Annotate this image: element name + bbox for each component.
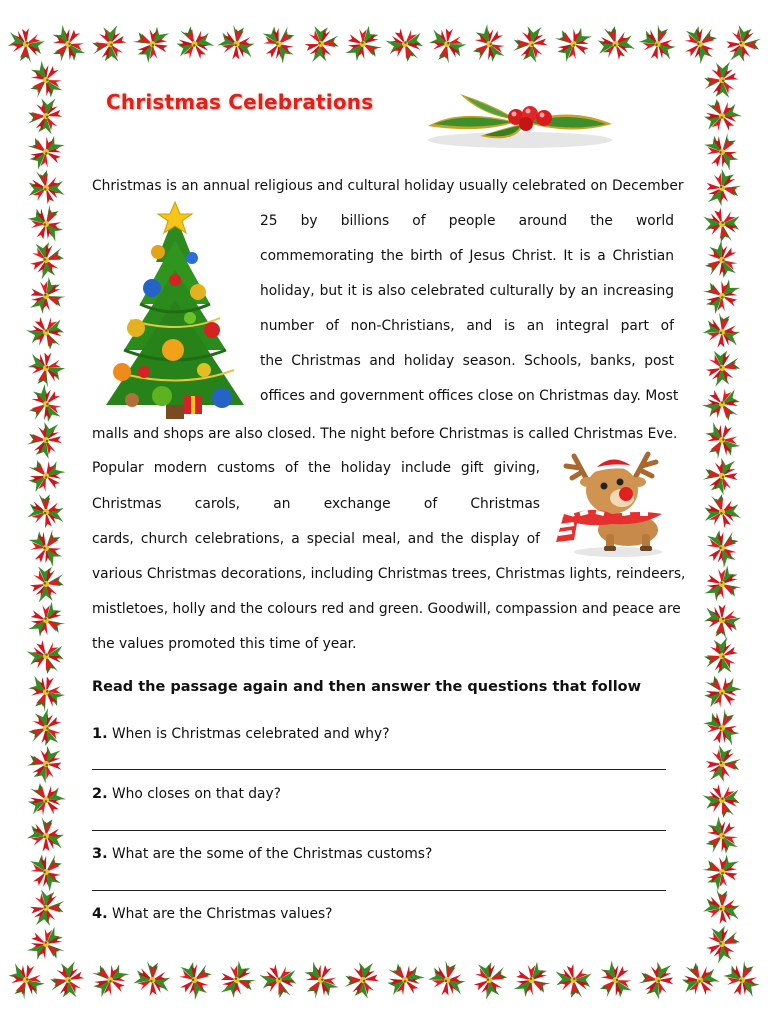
passage-line: commemorating the birth of Jesus Christ. It is a Christian: [260, 248, 674, 264]
poinsettia-icon: [719, 955, 766, 1001]
poinsettia-icon: [27, 422, 63, 460]
poinsettia-icon: [697, 418, 746, 466]
poinsettia-icon: [20, 704, 69, 754]
question-text: What are the some of the Christmas customs?: [112, 846, 433, 862]
poinsettia-icon: [511, 24, 550, 64]
poinsettia-icon: [590, 956, 641, 1007]
poinsettia-icon: [25, 96, 65, 138]
answer-line-3[interactable]: [92, 890, 666, 891]
poinsettia-icon: [699, 778, 747, 825]
question-number: 4.: [92, 906, 108, 922]
poinsettia-icon: [216, 958, 259, 1003]
poinsettia-icon: [24, 235, 71, 283]
poinsettia-icon: [28, 887, 67, 927]
poinsettia-icon: [25, 273, 69, 319]
poinsettia-icon: [674, 954, 724, 1003]
poinsettia-icon: [23, 634, 71, 681]
poinsettia-icon: [696, 236, 746, 287]
poinsettia-icon: [698, 488, 744, 533]
passage-line: number of non-Christians, and is an integral part of: [260, 318, 674, 334]
poinsettia-icon: [698, 703, 746, 750]
question-1: [92, 726, 390, 742]
poinsettia-icon: [21, 522, 71, 572]
passage-line: various Christmas decorations, including Christmas trees, Christmas lights, reindeers,: [92, 566, 686, 582]
questions-heading: Read the passage again and then answer the questions that follow: [92, 679, 642, 695]
poinsettia-icon: [133, 961, 171, 997]
passage-line: mistletoes, holly and the colours red and green. Goodwill, compassion and peace are: [92, 601, 681, 617]
poinsettia-icon: [22, 199, 70, 246]
poinsettia-icon: [703, 603, 741, 639]
poinsettia-icon: [25, 491, 66, 530]
christmas-tree-icon: [100, 200, 250, 422]
poinsettia-icon: [378, 954, 429, 1005]
question-2: [92, 786, 281, 802]
poinsettia-icon: [591, 20, 638, 66]
poinsettia-icon: [20, 56, 71, 107]
poinsettia-icon: [426, 25, 469, 66]
poinsettia-icon: [296, 957, 346, 1006]
poinsettia-icon: [702, 457, 739, 496]
answer-line-2[interactable]: [92, 830, 666, 831]
question-text: When is Christmas celebrated and why?: [112, 726, 390, 742]
poinsettia-icon: [697, 521, 748, 572]
poinsettia-icon: [168, 18, 218, 67]
poinsettia-icon: [170, 953, 220, 1004]
poinsettia-icon: [547, 19, 596, 69]
poinsettia-icon: [700, 204, 745, 247]
poinsettia-icon: [466, 954, 514, 1003]
poinsettia-icon: [699, 919, 746, 967]
poinsettia-icon: [26, 816, 64, 852]
poinsettia-icon: [701, 344, 745, 390]
poinsettia-icon: [509, 956, 557, 1005]
answer-line-1[interactable]: [92, 769, 666, 770]
poinsettia-icon: [676, 17, 726, 68]
poinsettia-icon: [23, 671, 69, 716]
question-4: [92, 906, 333, 922]
poinsettia-icon: [702, 888, 740, 924]
poinsettia-icon: [342, 960, 381, 1000]
passage-line: Popular modern customs of the holiday include gift giving,: [92, 460, 540, 476]
passage-line: malls and shops are also closed. The night before Christmas is called Christmas Eve.: [92, 426, 678, 442]
holly-icon: [420, 86, 620, 158]
poinsettia-icon: [697, 848, 743, 895]
poinsettia-icon: [695, 666, 746, 717]
poinsettia-icon: [42, 20, 93, 70]
poinsettia-icon: [19, 774, 70, 824]
poinsettia-icon: [22, 308, 72, 357]
poinsettia-icon: [696, 271, 745, 320]
poinsettia-icon: [463, 20, 514, 71]
poinsettia-icon: [25, 349, 67, 389]
poinsettia-icon: [726, 25, 762, 63]
poinsettia-icon: [45, 958, 89, 1004]
poinsettia-icon: [637, 960, 675, 1000]
passage-line: Christmas is an annual religious and cultural holiday usually celebrated on December: [92, 178, 684, 194]
poinsettia-icon: [256, 958, 303, 1004]
poinsettia-icon: [20, 380, 71, 431]
poinsettia-icon: [699, 59, 741, 103]
poinsettia-icon: [84, 954, 134, 1005]
question-text: What are the Christmas values?: [112, 906, 333, 922]
poinsettia-icon: [426, 958, 469, 999]
poinsettia-icon: [23, 919, 73, 969]
poinsettia-icon: [695, 90, 746, 140]
poinsettia-icon: [553, 961, 596, 1002]
passage-line: holiday, but it is also celebrated culturally by an increasing: [260, 283, 674, 299]
passage-line: cards, church celebrations, a special meal, and the display of: [92, 531, 540, 547]
poinsettia-icon: [704, 167, 744, 209]
poinsettia-icon: [254, 17, 305, 68]
passage-line: offices and government offices close on Christmas day. Most: [260, 388, 679, 404]
passage-line: the values promoted this time of year.: [92, 636, 357, 652]
poinsettia-icon: [700, 560, 747, 608]
poinsettia-icon: [87, 22, 131, 67]
poinsettia-icon: [22, 165, 67, 209]
question-3: [92, 846, 432, 862]
question-text: Who closes on that day?: [112, 786, 281, 802]
poinsettia-icon: [301, 22, 342, 65]
poinsettia-icon: [698, 380, 749, 431]
question-number: 1.: [92, 726, 108, 742]
poinsettia-icon: [26, 561, 69, 606]
poinsettia-icon: [128, 20, 174, 67]
passage-line: 25 by billions of people around the world: [260, 213, 674, 229]
poinsettia-icon: [216, 23, 256, 61]
poinsettia-icon: [698, 633, 744, 680]
poinsettia-icon: [635, 21, 680, 64]
page-title: Christmas Celebrations: [106, 90, 374, 114]
reindeer-icon: [552, 448, 680, 560]
poinsettia-icon: [21, 845, 72, 896]
poinsettia-icon: [697, 126, 747, 175]
poinsettia-icon: [3, 959, 50, 1005]
poinsettia-icon: [696, 812, 747, 863]
passage-line: the Christmas and holiday season. Schools, banks, post: [260, 353, 674, 369]
passage-line: Christmas carols, an exchange of Christmas: [92, 496, 540, 512]
poinsettia-icon: [24, 596, 72, 645]
question-number: 3.: [92, 846, 108, 862]
question-number: 2.: [92, 786, 108, 802]
poinsettia-icon: [382, 21, 431, 69]
poinsettia-icon: [706, 745, 741, 782]
poinsettia-icon: [20, 127, 70, 177]
poinsettia-icon: [341, 20, 389, 69]
poinsettia-icon: [24, 743, 65, 786]
poinsettia-icon: [8, 28, 45, 63]
poinsettia-icon: [19, 450, 70, 501]
poinsettia-icon: [701, 311, 741, 350]
